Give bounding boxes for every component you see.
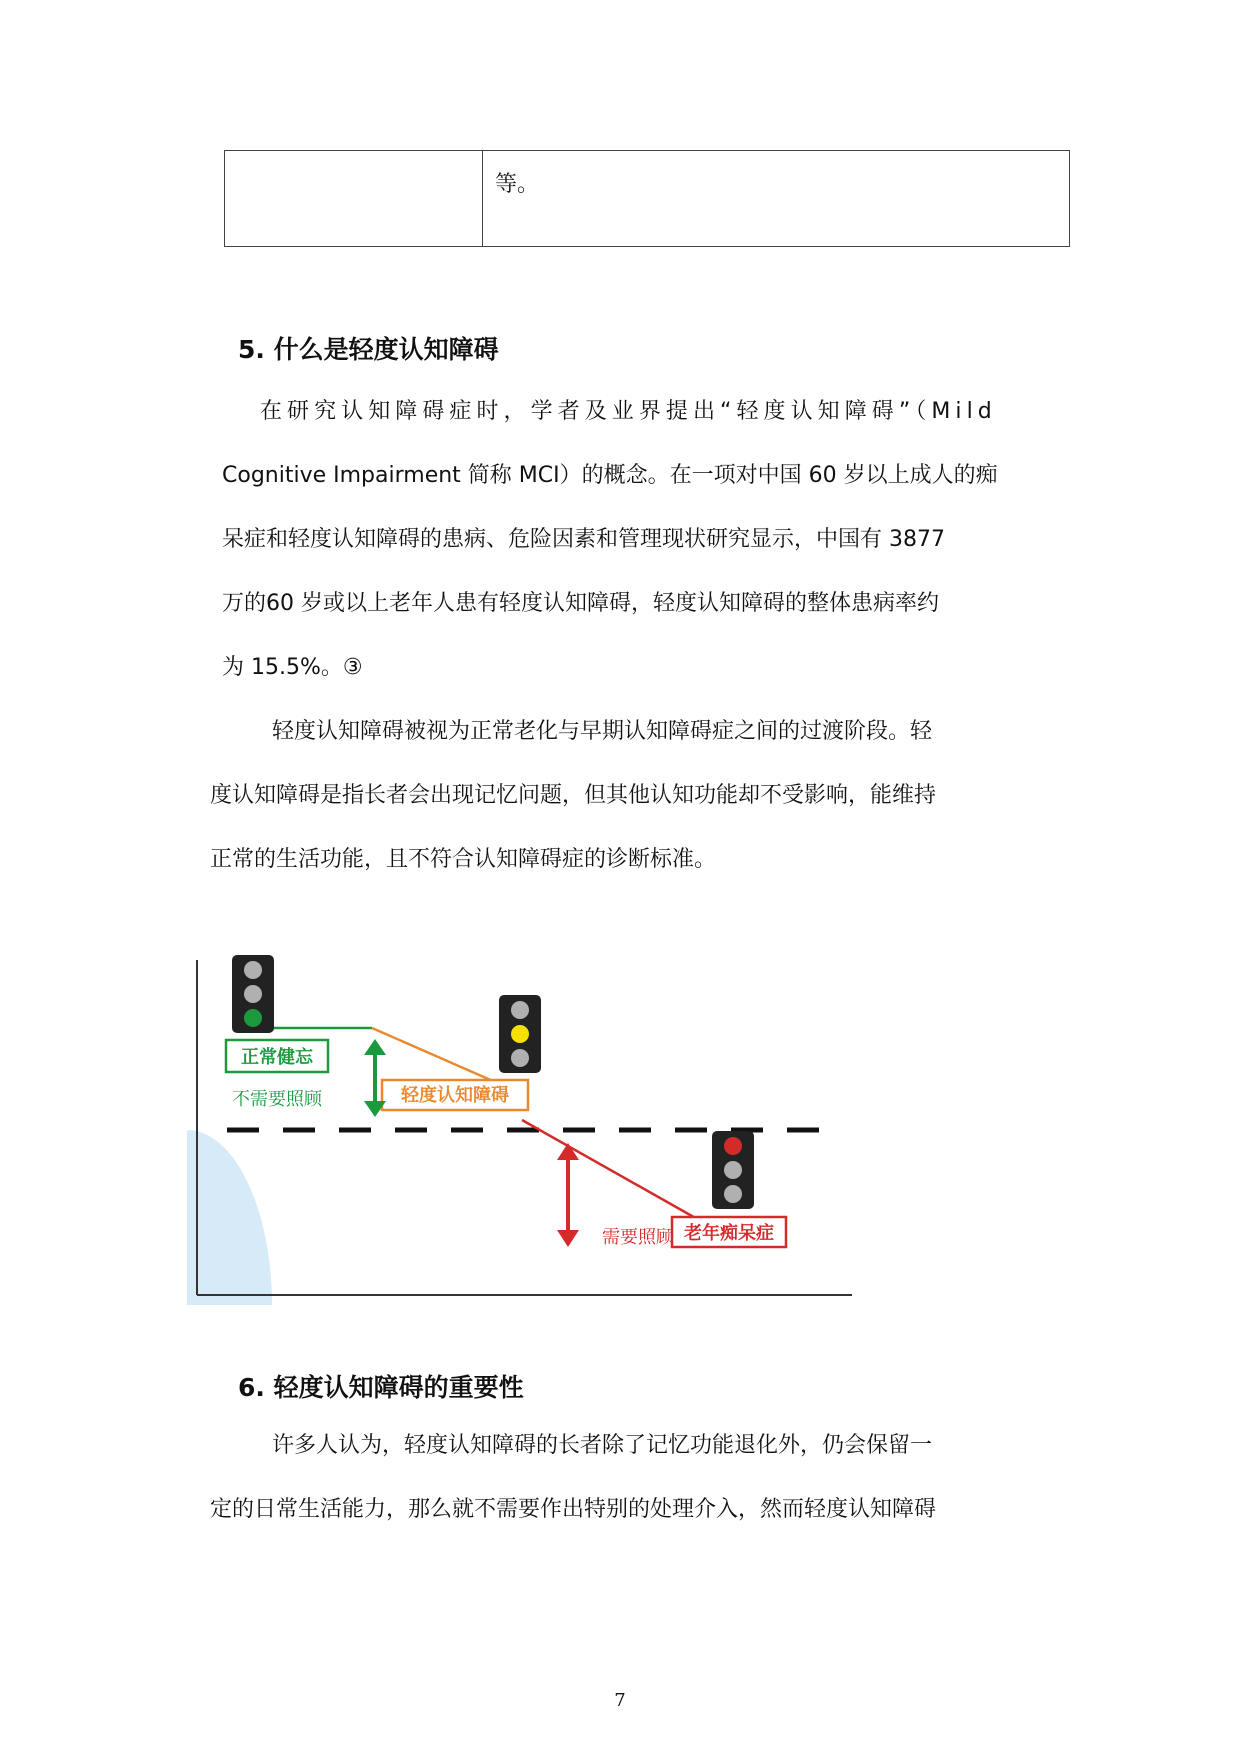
paragraph-line: 许多人认为，轻度认知障碍的长者除了记忆功能退化外，仍会保留一 <box>272 1433 933 1458</box>
paragraph-line: 万的60 岁或以上老年人患有轻度认知障碍，轻度认知障碍的整体患病率约 <box>222 591 939 616</box>
need-care-label: 需要照顾 <box>602 1227 674 1248</box>
section-6-paragraph-1 <box>210 1414 1040 1542</box>
mci-label: 轻度认知障碍 <box>401 1085 509 1106</box>
traffic-light-red <box>712 1131 754 1209</box>
paragraph-line: 呆症和轻度认知障碍的患病、危险因素和管理现状研究显示，中国有 3877 <box>222 527 945 552</box>
paragraph-line: 正常的生活功能，且不符合认知障碍症的诊断标准。 <box>210 847 717 872</box>
traffic-light-green <box>232 955 274 1033</box>
traffic-light-yellow <box>499 995 541 1073</box>
table-cell-text: 等。 <box>495 172 540 197</box>
green-double-arrow <box>364 1039 386 1117</box>
paragraph-line: 为 15.5%。③ <box>222 655 363 680</box>
page-number: 7 <box>614 1690 626 1711</box>
paragraph-line: 度认知障碍是指长者会出现记忆问题，但其他认知功能却不受影响，能维持 <box>210 783 937 808</box>
table-fragment <box>224 150 1070 247</box>
section-5-paragraph-2 <box>210 700 1040 892</box>
blue-quarter-circle <box>187 1130 272 1305</box>
normal-label: 正常健忘 <box>241 1047 313 1068</box>
section-5-paragraph-1 <box>210 380 1040 700</box>
red-double-arrow <box>557 1143 579 1247</box>
dementia-label: 老年痴呆症 <box>684 1223 774 1244</box>
paragraph-line: Cognitive Impairment 简称 MCI）的概念。在一项对中国 60 岁以上成人的痴 <box>222 463 998 488</box>
section-5-heading: 5. 什么是轻度认知障碍 <box>238 335 499 364</box>
mci-decline-line <box>372 1028 502 1085</box>
paragraph-line: 定的日常生活能力，那么就不需要作出特别的处理介入，然而轻度认知障碍 <box>210 1497 937 1522</box>
section-6-heading: 6. 轻度认知障碍的重要性 <box>238 1373 524 1402</box>
paragraph-line: 在研究认知障碍症时，学者及业界提出“轻度认知障碍”（Mild <box>260 399 997 424</box>
paragraph-line: 轻度认知障碍被视为正常老化与早期认知障碍症之间的过渡阶段。轻 <box>272 719 933 744</box>
no-care-label: 不需要照顾 <box>232 1089 322 1110</box>
table-column-divider <box>482 151 483 246</box>
mci-diagram <box>182 955 862 1305</box>
